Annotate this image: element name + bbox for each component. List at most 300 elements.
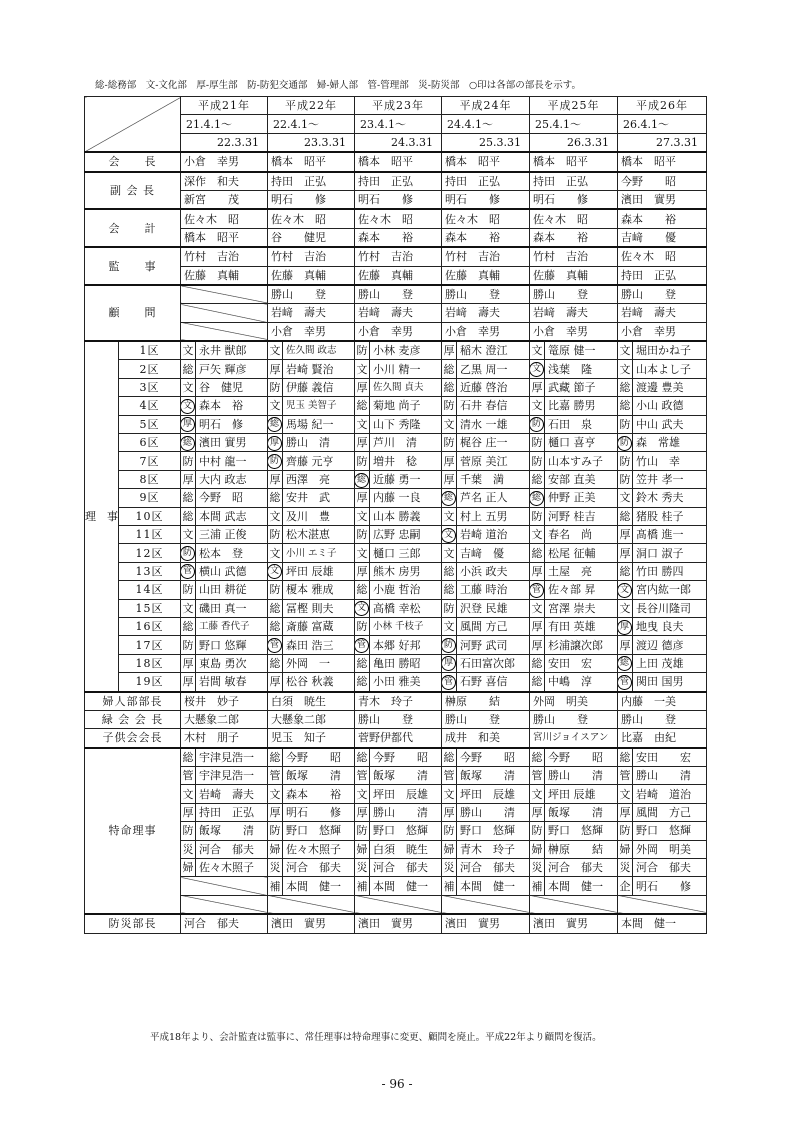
department-code [181, 636, 196, 654]
special-director-name: 飯塚 清 [283, 767, 355, 785]
special-director-name: 勝山 清 [633, 767, 707, 785]
department-code-text: 総 [443, 583, 455, 597]
department-code [268, 470, 283, 488]
department-code [442, 452, 457, 470]
department-code [618, 562, 633, 580]
department-code-text: 総 [182, 509, 194, 523]
department-code: 婦 [355, 840, 370, 858]
bousai-head-name: 濱田 實男 [355, 914, 442, 933]
department-code: 管 [268, 767, 283, 785]
director-name: 小林 千枝子 [370, 617, 442, 635]
department-code [442, 470, 457, 488]
empty-cell [618, 895, 707, 914]
department-code-text: 文 [269, 399, 281, 413]
special-director-name: 河合 郁夫 [457, 859, 530, 877]
department-code [530, 452, 545, 470]
department-code-text: 防 [182, 583, 194, 597]
special-director-name: 風間 方己 [633, 803, 707, 821]
term-start: 21.4.1～ [181, 115, 268, 133]
department-code-text: 総 [269, 491, 281, 505]
special-director-name: 今野 昭 [283, 748, 355, 767]
director-name: 外岡 一 [283, 654, 355, 672]
head-name: 榊原 結 [442, 692, 530, 711]
special-director-name: 河合 郁夫 [283, 859, 355, 877]
special-director-name: 白須 暁生 [370, 840, 442, 858]
director-name: 増井 稔 [370, 452, 442, 470]
department-code [355, 415, 370, 433]
department-code [268, 617, 283, 635]
department-head-marker: 防 [618, 436, 633, 451]
district-label: 2区 [119, 360, 181, 378]
special-director-name: 岩崎 道治 [633, 785, 707, 803]
department-code [181, 452, 196, 470]
officer-name: 持田 正弘 [442, 172, 530, 191]
director-name: 千葉 満 [457, 470, 530, 488]
director-name: 風間 方己 [457, 617, 530, 635]
officer-name: 佐々木 昭 [530, 209, 618, 228]
department-code [442, 378, 457, 396]
department-code-text: 防 [269, 528, 281, 542]
director-name: 笠井 孝一 [633, 470, 707, 488]
officer-name: 新宮 茂 [181, 190, 268, 209]
director-name: 河野 武司 [457, 636, 530, 654]
department-code [181, 507, 196, 525]
empty-cell [355, 895, 442, 914]
department-code [618, 581, 633, 599]
special-director-name: 野口 悠輝 [283, 822, 355, 840]
special-director-name: 飯塚 清 [196, 822, 268, 840]
officer-name: 橋本 昭平 [355, 152, 442, 171]
head-name: 勝山 登 [355, 710, 442, 728]
department-code-text: 防 [619, 473, 631, 486]
head-role-label: 緑 会 会 長 [85, 710, 181, 728]
department-code-text: 厚 [269, 675, 281, 689]
director-name: 石野 喜信 [457, 673, 530, 692]
department-code: 総 [355, 748, 370, 767]
director-name: 山本よし子 [633, 360, 707, 378]
department-code [442, 599, 457, 617]
officer-name: 竹村 吉治 [442, 247, 530, 266]
director-name: 横山 武德 [196, 562, 268, 580]
department-code [181, 434, 196, 452]
department-code [442, 434, 457, 452]
district-label: 8区 [119, 470, 181, 488]
special-director-name: 河合 郁夫 [196, 840, 268, 858]
department-code: 総 [530, 748, 545, 767]
officer-name: 小倉 幸男 [268, 322, 355, 341]
department-head-marker: 防 [442, 638, 457, 653]
department-code [442, 654, 457, 672]
department-code-text: 厚 [443, 344, 455, 358]
district-label: 10区 [119, 507, 181, 525]
department-head-marker: 総 [268, 417, 283, 432]
director-name: 濱田 實男 [196, 434, 268, 452]
department-code-text: 総 [269, 656, 281, 670]
director-name: 竹田 勝四 [633, 562, 707, 580]
department-code-text: 文 [182, 381, 194, 395]
department-head-marker: 総 [618, 656, 633, 671]
department-code [268, 525, 283, 543]
department-code [181, 360, 196, 378]
department-code-text: 厚 [531, 564, 543, 578]
department-code [442, 397, 457, 415]
department-code-text: 厚 [182, 656, 194, 670]
department-code [181, 397, 196, 415]
department-code: 婦 [530, 840, 545, 858]
department-code-text: 文 [531, 528, 543, 542]
district-label: 15区 [119, 599, 181, 617]
term-end: 27.3.31 [618, 133, 707, 152]
head-name: 大懸象二郎 [268, 710, 355, 728]
department-code [355, 562, 370, 580]
officer-name: 佐々木 昭 [268, 209, 355, 228]
director-name: 竹山 幸 [633, 452, 707, 470]
officer-name: 小倉 幸男 [355, 322, 442, 341]
role-label: 会 計 [85, 209, 181, 247]
department-head-marker: 総 [442, 491, 457, 506]
department-code [268, 434, 283, 452]
department-head-marker: 文 [181, 399, 196, 414]
department-head-marker: 厚 [268, 436, 283, 451]
department-code [355, 599, 370, 617]
department-head-marker: 管 [268, 638, 283, 653]
director-name: 三浦 正俊 [196, 525, 268, 543]
officer-name: 持田 正弘 [268, 172, 355, 191]
officer-name: 持田 正弘 [618, 266, 707, 285]
department-code [442, 525, 457, 543]
term-end: 23.3.31 [268, 133, 355, 152]
director-name: 髙橋 進一 [633, 525, 707, 543]
officer-name: 竹村 吉治 [355, 247, 442, 266]
director-name: 近藤 啓治 [457, 378, 530, 396]
department-code: 災 [530, 859, 545, 877]
head-name: 菅野伊都代 [355, 729, 442, 748]
department-code: 管 [355, 767, 370, 785]
department-code-text: 文 [269, 546, 281, 560]
department-code-text: 総 [443, 362, 455, 376]
department-code [442, 544, 457, 562]
director-name: 本郷 好邦 [370, 636, 442, 654]
department-code-text: 総 [182, 620, 194, 634]
department-code [530, 525, 545, 543]
officer-name: 橋本 昭平 [442, 152, 530, 171]
department-code: 管 [618, 767, 633, 785]
director-name: 松木湛恵 [283, 525, 355, 543]
director-name: 長谷川隆司 [633, 599, 707, 617]
head-name: 勝山 登 [618, 710, 707, 728]
department-code-text: 厚 [356, 491, 368, 505]
head-name: 木村 朋子 [181, 729, 268, 748]
riji-label: 理 事 [85, 341, 119, 691]
officer-name: 佐藤 真輔 [442, 266, 530, 285]
department-code [618, 470, 633, 488]
department-head-marker: 総 [181, 436, 196, 451]
department-code: 災 [268, 859, 283, 877]
department-code-text: 防 [443, 399, 455, 413]
department-code: 防 [268, 822, 283, 840]
director-name: 児玉 美智子 [283, 397, 355, 415]
special-director-name: 明石 修 [283, 803, 355, 821]
department-code [618, 507, 633, 525]
department-code-text: 総 [356, 583, 368, 597]
department-code-text: 文 [443, 417, 455, 431]
special-director-name: 佐々木照子 [196, 859, 268, 877]
department-head-marker: 文 [530, 362, 545, 377]
department-head-marker: 総 [355, 473, 370, 488]
special-director-name: 飯塚 清 [457, 767, 530, 785]
department-code: 企 [618, 877, 633, 895]
department-code-text: 総 [356, 656, 368, 670]
department-code [181, 525, 196, 543]
special-director-name: 野口 悠輝 [545, 822, 618, 840]
term-start: 26.4.1～ [618, 115, 707, 133]
department-code: 文 [530, 785, 545, 803]
director-name: 小田 雅美 [370, 673, 442, 692]
officer-name: 勝山 登 [442, 285, 530, 304]
department-code [355, 341, 370, 360]
department-code [181, 378, 196, 396]
head-role-label: 婦人部部長 [85, 692, 181, 711]
officer-name: 岩﨑 壽夫 [355, 304, 442, 322]
director-name: 土屋 亮 [545, 562, 618, 580]
officer-name: 森本 裕 [530, 228, 618, 247]
department-code-text: 厚 [182, 473, 194, 486]
department-head-marker: 防 [181, 546, 196, 561]
department-code [355, 378, 370, 396]
department-head-marker: 文 [355, 601, 370, 616]
term-end: 22.3.31 [181, 133, 268, 152]
department-code [530, 378, 545, 396]
department-code: 総 [618, 748, 633, 767]
director-name: 山田 耕従 [196, 581, 268, 599]
department-code: 管 [181, 767, 196, 785]
director-name: 東島 勇次 [196, 654, 268, 672]
director-name: 冨樫 則夫 [283, 599, 355, 617]
special-director-name: 榊原 結 [545, 840, 618, 858]
department-code-text: 厚 [531, 638, 543, 652]
director-name: 杉浦譲次郎 [545, 636, 618, 654]
special-director-name: 本間 健一 [457, 877, 530, 895]
director-name: 比嘉 勝男 [545, 397, 618, 415]
year-header: 平成24年 [442, 97, 530, 115]
director-name: 浅葉 隆 [545, 360, 618, 378]
head-name: 勝山 登 [442, 710, 530, 728]
department-code [181, 489, 196, 507]
special-director-name: 坪田 辰雄 [545, 785, 618, 803]
empty-cell [181, 895, 268, 914]
director-name: 石田 泉 [545, 415, 618, 433]
department-code-text: 文 [619, 362, 631, 376]
special-director-name: 本間 健一 [545, 877, 618, 895]
director-name: 勝山 清 [283, 434, 355, 452]
department-code-text: 防 [443, 436, 455, 450]
special-director-name: 野口 悠輝 [457, 822, 530, 840]
director-name: 磯田 真一 [196, 599, 268, 617]
district-label: 19区 [119, 673, 181, 692]
department-code [268, 562, 283, 580]
department-code: 婦 [181, 859, 196, 877]
department-code [355, 507, 370, 525]
department-code [618, 434, 633, 452]
head-name: 桜井 妙子 [181, 692, 268, 711]
special-director-name: 野口 悠輝 [370, 822, 442, 840]
officer-name: 谷 健児 [268, 228, 355, 247]
department-code-text: 文 [619, 601, 631, 615]
district-label: 1区 [119, 341, 181, 360]
director-name: 明石 修 [196, 415, 268, 433]
department-code: 災 [355, 859, 370, 877]
director-name: 榎本 雅成 [283, 581, 355, 599]
department-code [530, 544, 545, 562]
department-code-text: 厚 [182, 675, 194, 689]
director-name: 中山 武夫 [633, 415, 707, 433]
header-corner [85, 97, 181, 153]
director-name: 梶谷 庄一 [457, 434, 530, 452]
department-code [442, 360, 457, 378]
department-code [268, 489, 283, 507]
director-name: 坪田 辰雄 [283, 562, 355, 580]
director-name: 鈴木 秀夫 [633, 489, 707, 507]
district-label: 9区 [119, 489, 181, 507]
officer-name: 勝山 登 [618, 285, 707, 304]
officer-name: 濱田 實男 [618, 190, 707, 209]
department-code [442, 673, 457, 692]
district-label: 18区 [119, 654, 181, 672]
department-code [618, 544, 633, 562]
department-code: 文 [355, 785, 370, 803]
district-label: 7区 [119, 452, 181, 470]
special-director-name: 持田 正弘 [196, 803, 268, 821]
department-code-text: 総 [356, 675, 368, 689]
department-code-text: 厚 [619, 528, 631, 542]
officer-name: 深作 和夫 [181, 172, 268, 191]
department-code [442, 636, 457, 654]
special-director-name: 飯塚 清 [370, 767, 442, 785]
director-name: 戸矢 輝彦 [196, 360, 268, 378]
department-code: 防 [181, 822, 196, 840]
director-name: 吉﨑 優 [457, 544, 530, 562]
officer-name: 明石 修 [355, 190, 442, 209]
department-code-text: 総 [531, 675, 543, 689]
department-code: 厚 [268, 803, 283, 821]
officer-name: 橋本 昭平 [268, 152, 355, 171]
department-code-text: 文 [531, 601, 543, 615]
special-director-name: 河合 郁夫 [370, 859, 442, 877]
head-name: 内藤 一美 [618, 692, 707, 711]
department-code [618, 360, 633, 378]
director-name: 高橋 幸松 [370, 599, 442, 617]
director-name: 菊地 尚子 [370, 397, 442, 415]
officer-name: 森本 裕 [355, 228, 442, 247]
department-code: 文 [181, 785, 196, 803]
officer-name: 岩﨑 壽夫 [618, 304, 707, 322]
special-director-name: 坪田 辰雄 [370, 785, 442, 803]
department-code-text: 文 [182, 601, 194, 615]
department-head-marker: 厚 [618, 620, 633, 635]
bousai-head-name: 本間 健一 [618, 914, 707, 933]
officer-name: 竹村 吉治 [530, 247, 618, 266]
department-code: 防 [618, 822, 633, 840]
department-code-text: 文 [182, 344, 194, 358]
officer-name: 今野 昭 [618, 172, 707, 191]
officer-name: 佐藤 真輔 [355, 266, 442, 285]
officer-name: 竹村 吉治 [268, 247, 355, 266]
department-code [530, 341, 545, 360]
department-code: 厚 [530, 803, 545, 821]
term-start: 22.4.1～ [268, 115, 355, 133]
special-director-name: 外岡 明美 [633, 840, 707, 858]
director-name: 佐々部 昇 [545, 581, 618, 599]
officer-name: 佐々木 昭 [355, 209, 442, 228]
department-code [530, 581, 545, 599]
year-header: 平成25年 [530, 97, 618, 115]
director-name: 石井 春信 [457, 397, 530, 415]
department-code-text: 総 [619, 509, 631, 523]
department-code: 総 [268, 748, 283, 767]
director-name: 山本すみ子 [545, 452, 618, 470]
department-code: 総 [181, 748, 196, 767]
head-name: 比嘉 由紀 [618, 729, 707, 748]
officer-name: 佐々木 昭 [442, 209, 530, 228]
department-code [530, 562, 545, 580]
director-name: 野口 悠輝 [196, 636, 268, 654]
director-name: 小山 政德 [633, 397, 707, 415]
department-code: 婦 [618, 840, 633, 858]
department-code-text: 厚 [269, 473, 281, 486]
department-code [355, 544, 370, 562]
department-code-text: 文 [619, 491, 631, 505]
special-director-name: 勝山 清 [370, 803, 442, 821]
role-label: 監 事 [85, 247, 181, 285]
director-name: 沢登 民雄 [457, 599, 530, 617]
officer-name: 岩﨑 壽夫 [268, 304, 355, 322]
department-code [355, 470, 370, 488]
department-code [268, 636, 283, 654]
department-head-marker: 防 [268, 454, 283, 469]
department-code [181, 341, 196, 360]
director-name: 渡辺 德彦 [633, 636, 707, 654]
officer-name: 小倉 幸男 [618, 322, 707, 341]
director-name: 安井 武 [283, 489, 355, 507]
department-code-text: 厚 [356, 436, 368, 450]
department-code: 補 [355, 877, 370, 895]
department-code [355, 636, 370, 654]
department-head-marker: 管 [355, 638, 370, 653]
department-code: 厚 [618, 803, 633, 821]
director-name: 宮内紘一郎 [633, 581, 707, 599]
special-director-name: 岩崎 壽夫 [196, 785, 268, 803]
department-code [181, 673, 196, 692]
officer-name: 明石 修 [442, 190, 530, 209]
director-name: 佐久間 政志 [283, 341, 355, 360]
officer-name: 持田 正弘 [355, 172, 442, 191]
officer-name: 岩﨑 壽夫 [530, 304, 618, 322]
department-head-marker: 厚 [442, 656, 457, 671]
director-name: 森 常雄 [633, 434, 707, 452]
director-name: 工藤 香代子 [196, 617, 268, 635]
bousai-head-name: 濱田 實男 [530, 914, 618, 933]
director-name: 広野 忠嗣 [370, 525, 442, 543]
department-code [618, 415, 633, 433]
officer-name: 小倉 幸男 [442, 322, 530, 341]
department-code-text: 総 [531, 473, 543, 486]
district-label: 4区 [119, 397, 181, 415]
director-name: 中村 龍一 [196, 452, 268, 470]
officer-name: 岩﨑 壽夫 [442, 304, 530, 322]
department-code-text: 防 [619, 454, 631, 468]
director-name: 内藤 一良 [370, 489, 442, 507]
director-name: 馬場 紀一 [283, 415, 355, 433]
